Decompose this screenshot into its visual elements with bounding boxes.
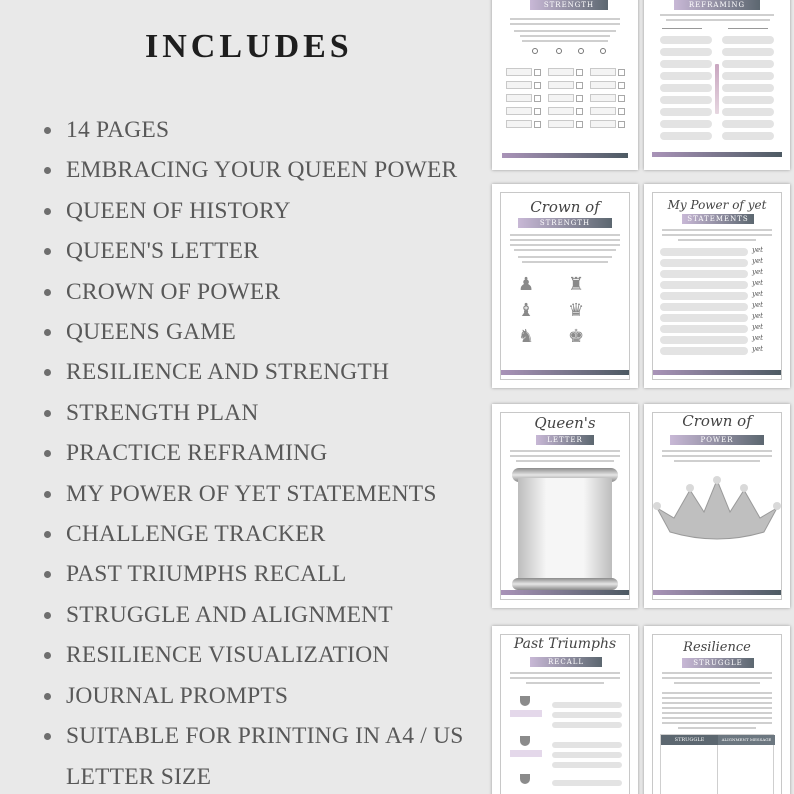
preview-reframing-page	[644, 0, 790, 170]
preview-queens-letter-page	[492, 404, 638, 608]
trophy-icon	[520, 736, 530, 746]
scroll-image	[512, 468, 618, 590]
crown-strength-ribbon: STRENGTH	[518, 218, 612, 228]
resilience-table	[660, 734, 774, 794]
list-item: JOURNAL PROMPTS	[44, 676, 464, 716]
table-header-alignment: ALIGNMENT MESSAGE	[718, 735, 775, 745]
list-item-continuation: LETTER SIZE	[66, 763, 212, 790]
list-item: QUEEN OF HISTORY	[44, 191, 464, 231]
trophy-icon	[520, 696, 530, 706]
yet-word: yet	[752, 301, 763, 309]
preview-strength-page	[492, 0, 638, 170]
preview-crown-power-page	[644, 404, 790, 608]
chess-piece-icon: ♚	[568, 326, 585, 346]
yet-word: yet	[752, 323, 763, 331]
chess-piece-icon: ♟	[518, 274, 535, 294]
list-item: CHALLENGE TRACKER	[44, 514, 464, 554]
list-item: RESILIENCE VISUALIZATION	[44, 635, 464, 675]
chess-piece-icon: ♞	[518, 326, 535, 346]
yet-word: yet	[752, 246, 763, 254]
resilience-ribbon: STRUGGLE	[682, 658, 754, 668]
list-item: STRENGTH PLAN	[44, 393, 464, 433]
yet-word: yet	[752, 268, 763, 276]
chess-piece-icon: ♝	[518, 300, 535, 320]
yet-word: yet	[752, 290, 763, 298]
table-header-struggle: STRUGGLE	[661, 735, 718, 745]
chess-piece-icon: ♜	[568, 274, 585, 294]
power-yet-ribbon: STATEMENTS	[682, 214, 754, 224]
past-triumphs-title: Past Triumphs	[513, 636, 617, 652]
list-item: 14 PAGES	[44, 110, 464, 150]
queens-letter-ribbon: LETTER	[536, 435, 594, 445]
crown-power-title: Crown of	[682, 412, 752, 430]
strength-ribbon: STRENGTH	[530, 0, 608, 10]
yet-word: yet	[752, 279, 763, 287]
list-item: SUITABLE FOR PRINTING IN A4 / US	[44, 716, 464, 756]
list-item: QUEEN'S LETTER	[44, 231, 464, 271]
queens-letter-title: Queen's	[534, 414, 596, 432]
preview-resilience-page	[644, 626, 790, 794]
crown-power-ribbon: POWER	[670, 435, 764, 445]
crown-strength-title: Crown of	[530, 198, 600, 216]
power-yet-title: My Power of yet	[667, 198, 767, 212]
resilience-title: Resilience	[683, 640, 751, 655]
trophy-icon	[520, 774, 530, 784]
yet-word: yet	[752, 345, 763, 353]
preview-past-triumphs-page	[492, 626, 638, 794]
list-item: CROWN OF POWER	[44, 272, 464, 312]
reframing-ribbon: REFRAMING	[674, 0, 760, 10]
crown-icon	[652, 476, 782, 542]
list-item: STRUGGLE AND ALIGNMENT	[44, 595, 464, 635]
yet-word: yet	[752, 334, 763, 342]
includes-heading: INCLUDES	[145, 28, 353, 65]
list-item: RESILIENCE AND STRENGTH	[44, 352, 464, 392]
includes-list	[44, 110, 464, 794]
list-item: PAST TRIUMPHS RECALL	[44, 554, 464, 594]
list-item: EMBRACING YOUR QUEEN POWER	[44, 150, 464, 190]
yet-word: yet	[752, 312, 763, 320]
list-item: MY POWER OF YET STATEMENTS	[44, 474, 464, 514]
chess-piece-icon: ♛	[568, 300, 585, 320]
yet-word: yet	[752, 257, 763, 265]
past-triumphs-ribbon: RECALL	[530, 657, 602, 667]
pencil-icon	[715, 64, 719, 114]
list-item: QUEENS GAME	[44, 312, 464, 352]
preview-crown-strength-page	[492, 184, 638, 388]
preview-power-yet-page	[644, 184, 790, 388]
list-item: PRACTICE REFRAMING	[44, 433, 464, 473]
